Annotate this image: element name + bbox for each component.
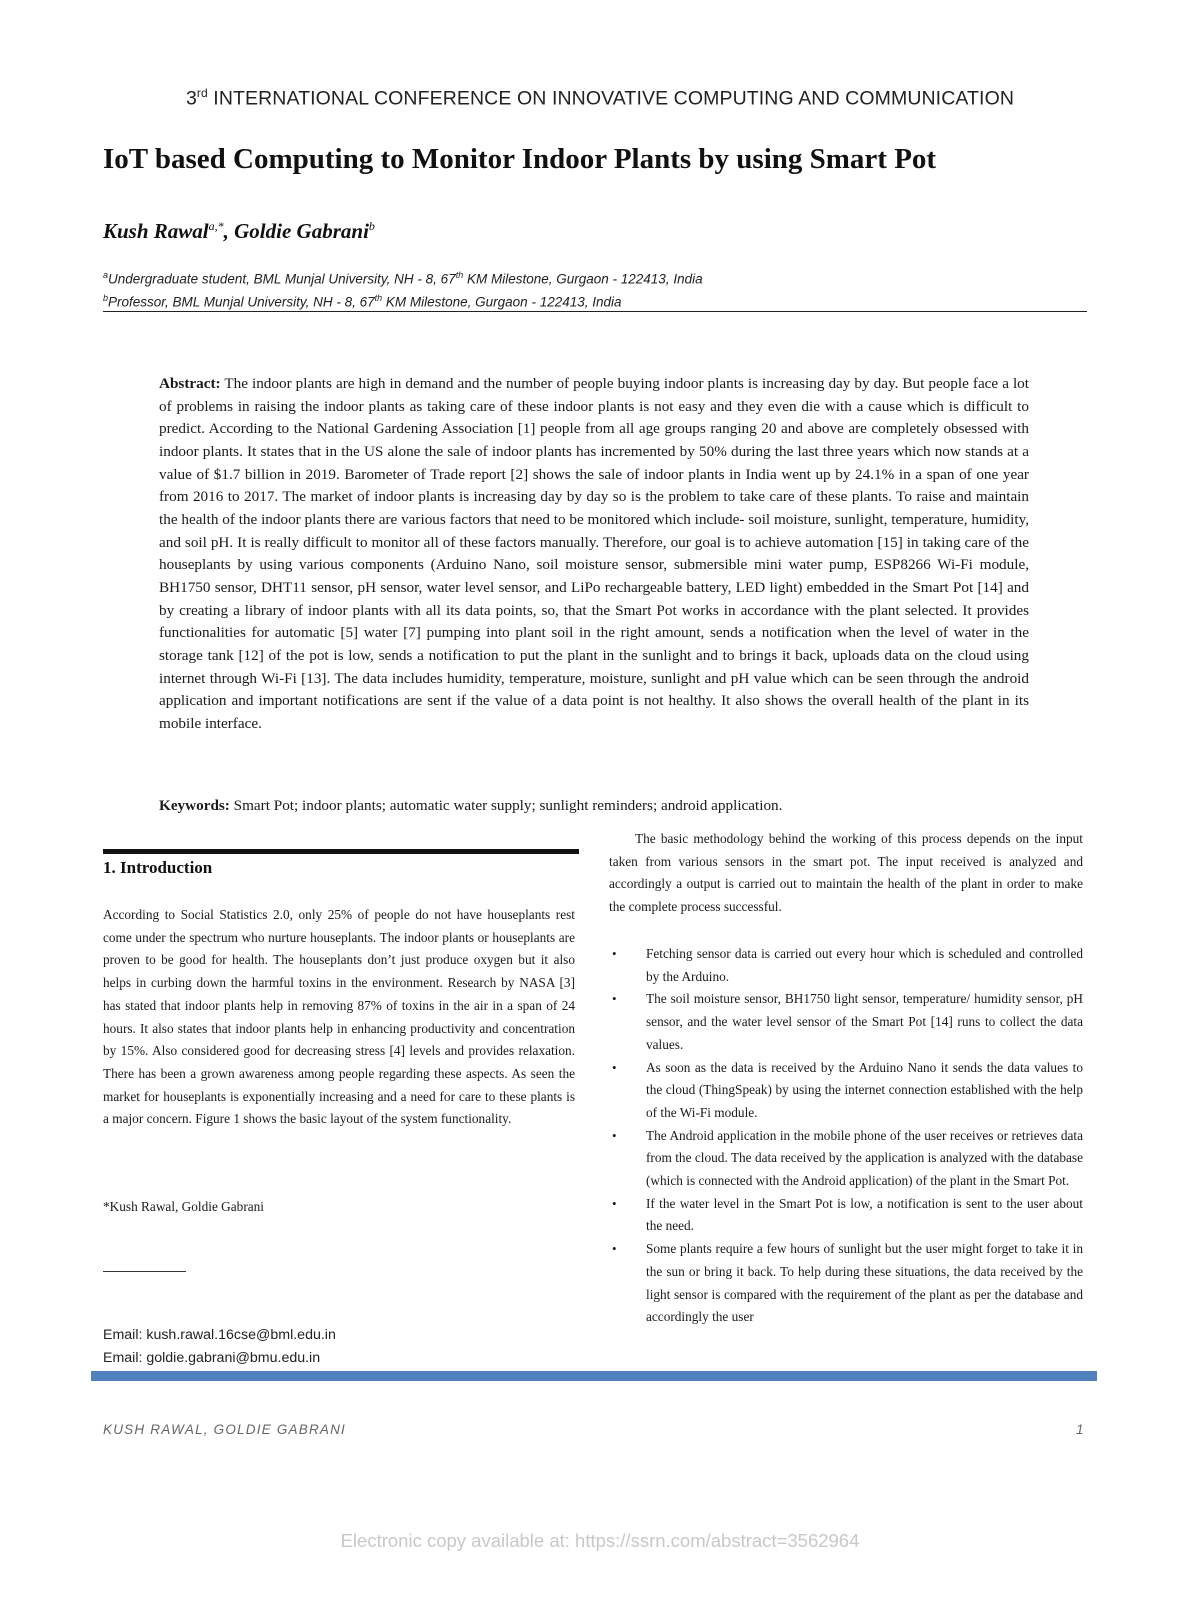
paper-title: IoT based Computing to Monitor Indoor Plants by using Smart Pot <box>103 143 937 175</box>
bullet-icon: • <box>612 1241 617 1257</box>
affiliation-b: $^b$Professor, BML Munjal University, NH - 8, 67th KM Milestone, Gurgaon - 122413, India <box>103 293 622 310</box>
author-2: Goldie Gabrani <box>234 219 369 243</box>
author-1: Kush Rawal <box>103 219 209 243</box>
affiliation-a: $^a$Undergraduate student, BML Munjal University, NH - 8, 67th KM Milestone, Gurgaon - 122413, India <box>103 270 703 287</box>
list-item: • The soil moisture sensor, BH1750 light sensor, temperature/ humidity sensor, pH sensor, and the water level sensor of the Smart Pot [14] runs to collect the data values. <box>609 988 1083 1056</box>
methodology-list <box>609 943 1083 1329</box>
introduction-paragraph: According to Social Statistics 2.0, only 25% of people do not have houseplants rest come under the spectrum who nurture houseplants. The indoor plants or houseplants are proven to be good for health. The houseplants don’t just produce oxygen but it also helps in curbing down the harmful toxins in the environment. Research by NASA [3] has stated that indoor plants help in removing 87% of toxins in the air in a span of 24 hours. It also states that indoor plants help in enhancing productivity and concentration by 15%. Also considered good for decreasing stress [4] levels and provides relaxation. There has been a grown awareness among people regarding these aspects. As seen the market for houseplants is exponentially increasing and a need for care to these plants is a major concern. Figure 1 shows the basic layout of the system functionality. <box>103 907 575 1127</box>
section-heading-introduction: 1. Introduction <box>103 858 213 877</box>
conference-header: 3rd INTERNATIONAL CONFERENCE ON INNOVATIVE COMPUTING AND COMMUNICATION <box>185 86 1015 110</box>
keywords <box>159 795 1029 817</box>
methodology-paragraph: The basic methodology behind the working of this process depends on the input taken from various sensors in the smart pot. The input received is analyzed and accordingly a output is carried out to maintain the health of the plant in order to make the complete process successful. <box>609 831 1083 915</box>
list-item: • Fetching sensor data is carried out every hour which is scheduled and controlled by the Arduino. <box>609 943 1083 988</box>
list-item: • The Android application in the mobile phone of the user receives or retrieves data from the cloud. The data received by the application is analyzed with the database (which is connected with the Android application) of the plant in the Smart Pot. <box>609 1125 1083 1193</box>
header-divider <box>103 311 1087 312</box>
footnote-divider <box>103 1271 186 1272</box>
list-item: • If the water level in the Smart Pot is low, a notification is sent to the user about the need. <box>609 1193 1083 1238</box>
bullet-icon: • <box>612 1059 617 1075</box>
email-author-2: Email: goldie.gabrani@bmu.edu.in <box>103 1350 321 1366</box>
keywords-text: Smart Pot; indoor plants; automatic water supply; sunlight reminders; android application. <box>229 797 783 814</box>
author-line: Kush Rawal$^{a,*}$, Goldie Gabrani$^b$ <box>103 219 375 243</box>
keywords-label: Keywords: <box>159 797 230 814</box>
bullet-icon: • <box>612 1195 617 1211</box>
bullet-icon: • <box>612 946 617 961</box>
abstract <box>159 373 1029 736</box>
bullet-icon: • <box>612 991 617 1007</box>
email-author-1: Email: kush.rawal.16cse@bml.edu.in <box>103 1327 336 1343</box>
ssrn-watermark: Electronic copy available at: https://ssrn.com/abstract=3562964 <box>340 1530 860 1551</box>
page-number: 1 <box>1076 1422 1084 1437</box>
footer-authors: KUSH RAWAL, GOLDIE GABRANI <box>103 1422 347 1437</box>
author-footnote: *Kush Rawal, Goldie Gabrani <box>103 1199 265 1214</box>
bullet-icon: • <box>612 1127 617 1143</box>
abstract-text: The indoor plants are high in demand and the number of people buying indoor plants is increasing day by day. But people face a lot of problems in raising the indoor plants as taking care of these indoor plants is not easy and they even die with a cause which is difficult to predict. According to the National Gardening Association [1] people from all age groups ranging 20 and above are completely obsessed with indoor plants. It states that in the US alone the sale of indoor plants has incremented by 50% during the last three years which now stands at a value of $1.7 billion in 2019. Barometer of Trade report [2] shows the sale of indoor plants in India went up by 24.1% in a span of one year from 2016 to 2017. The market of indoor plants is increasing day by day so is the problem to take care of these plants. To raise and maintain the health of the indoor plants there are various factors that need to be monitored which include- soil moisture, sunlight, temperature, humidity, and soil pH. It is really difficult to monitor all of these factors manually. Therefore, our goal is to achieve automation [15] in taking care of the houseplants by using various components (Arduino Nano, soil moisture sensor, submersible mini water pump, ESP8266 Wi-Fi module, BH1750 sensor, DHT11 sensor, pH sensor, water level sensor, and LiPo rechargeable battery, LED light) embedded in the Smart Pot [14] and by creating a library of indoor plants with all its data points, so, that the Smart Pot works in accordance with the plant selected. It provides functionalities for automatic [5] water [7] pumping into plant soil in the right amount, sends a notification when the level of water in the storage tank [12] of the pot is low, sends a notification to put the plant in the sunlight and to brings it back, uploads data on the cloud using internet through Wi-Fi [13]. The data includes humidity, temperature, moisture, sunlight and pH value which can be seen through the android application and important notifications are sent if the value of a data point is not healthy. It also shows the overall health of the plant in its mobile interface. <box>159 375 1029 732</box>
list-item: • Some plants require a few hours of sunlight but the user might forget to take it in the sun or bring it back. To help during these situations, the data received by the light sensor is compared with the requirement of the plant as per the database and accordingly the user <box>609 1238 1083 1329</box>
footer-accent-bar <box>91 1371 1097 1381</box>
section-divider <box>103 849 579 854</box>
abstract-label: Abstract: <box>159 375 221 392</box>
list-item: • As soon as the data is received by the Arduino Nano it sends the data values to the cloud (ThingSpeak) by using the internet connection established with the help of the Wi-Fi module. <box>609 1057 1083 1125</box>
